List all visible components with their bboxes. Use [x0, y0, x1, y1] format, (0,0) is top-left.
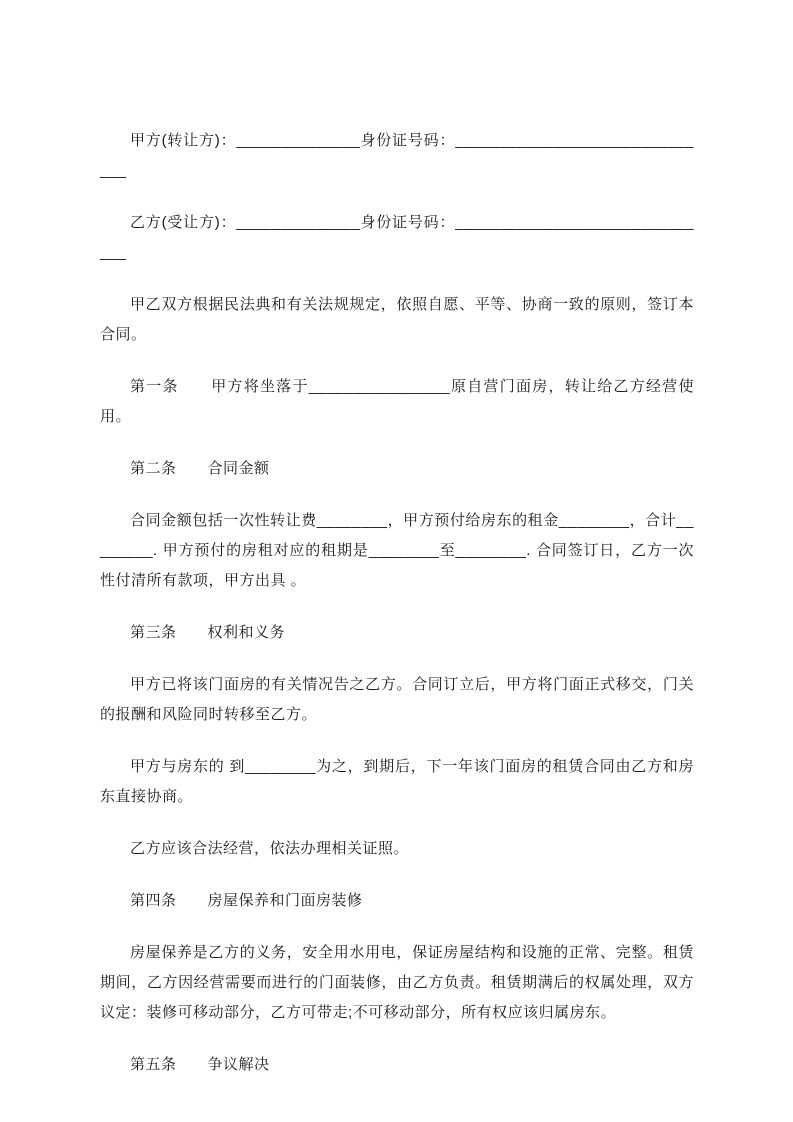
- party-a-line: 甲方(转让方)：______________身份证号码：______________________________: [100, 132, 694, 179]
- clause-4-body: 房屋保养是乙方的义务，安全用水用电，保证房屋结构和设施的正常、完整。租赁期间，乙方因经营需要而进行的门面装修，由乙方负责。租赁期满后的权属处理，双方议定：装修可移动部分，乙方可带走;不可移动部分，所有权应该归属房东。: [100, 944, 694, 1021]
- clause-5-title: 第五条 争议解决: [130, 1056, 270, 1073]
- contract-body: [100, 126, 694, 1102]
- clause-4-title: 第四条 房屋保养和门面房装修: [130, 892, 363, 909]
- clause-3-title: 第三条 权利和义务: [130, 624, 286, 641]
- party-b-line: 乙方(受让方)：______________身份证号码：______________________________: [100, 214, 694, 261]
- clause-3-body-3: 乙方应该合法经营，依法办理相关证照。: [130, 840, 410, 857]
- clause-2-title: 第二条 合同金额: [130, 460, 270, 477]
- clause-3-body-1: 甲方已将该门面房的有关情况告之乙方。合同订立后，甲方将门面正式移交，门关的报酬和风险同时转移至乙方。: [100, 676, 694, 723]
- preamble: 甲乙双方根据民法典和有关法规规定，依照自愿、平等、协商一致的原则，签订本合同。: [100, 296, 694, 343]
- clause-3-body-2: 甲方与房东的 到________为之，到期后，下一年该门面房的租赁合同由乙方和房东直接协商。: [100, 758, 694, 805]
- clause-2-body: 合同金额包括一次性转让费________，甲方预付给房东的租金________，合计________. 甲方预付的房租对应的租期是________至________. 合同签订日，乙方一次性付清所有款项，甲方出具 。: [100, 512, 694, 589]
- clause-1: 第一条 甲方将坐落于________________原自营门面房，转让给乙方经营使用。: [100, 378, 694, 425]
